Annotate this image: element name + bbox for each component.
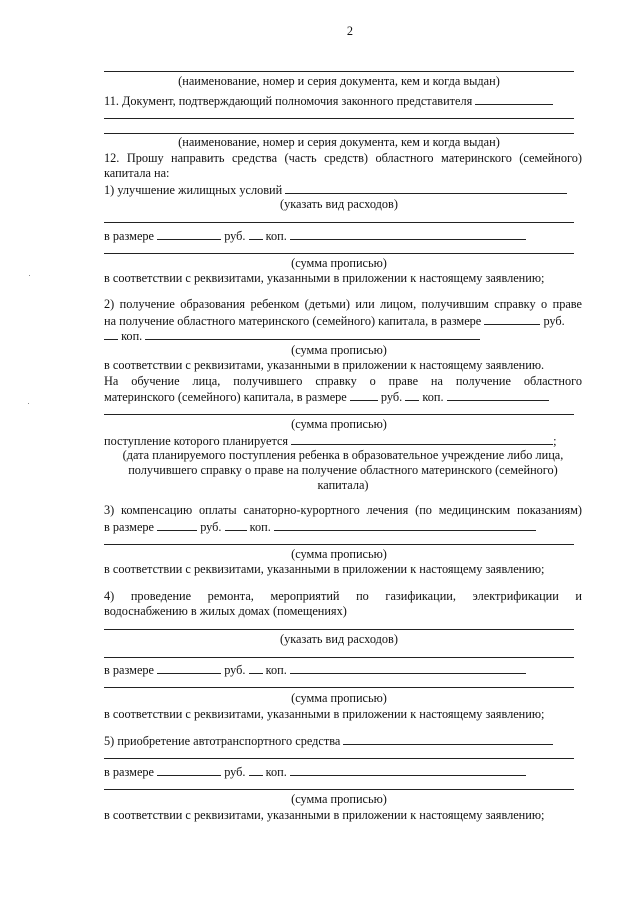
amount-row: в размере руб. коп. — [104, 662, 526, 678]
amount-row: в размере руб. коп. — [104, 764, 526, 780]
field-line — [290, 228, 526, 240]
kop-field — [104, 328, 118, 340]
rub-field — [157, 662, 221, 674]
field-caption: (сумма прописью) — [291, 792, 387, 806]
requisites-text: в соответствии с реквизитами, указанными в приложении к настоящему заявлению; — [104, 707, 545, 721]
item-12-text: капитала на: — [104, 166, 170, 180]
field-line — [104, 544, 574, 545]
item-12-text: 12. Прошу направить средства (часть средств) областного материнского (семейного) — [104, 151, 582, 165]
field-caption: (указать вид расходов) — [280, 197, 398, 211]
scan-speck — [28, 403, 29, 404]
field-line — [104, 222, 574, 223]
option-2-kop: коп. — [104, 328, 480, 344]
field-line — [104, 789, 574, 790]
field-line — [104, 629, 574, 630]
rub-field — [157, 764, 221, 776]
option-4-text: 4) проведение ремонта, мероприятий по газификации, электрификации и — [104, 589, 582, 603]
field-line — [104, 414, 574, 415]
rub-field — [350, 389, 378, 401]
field-line — [145, 328, 480, 340]
kop-field — [405, 389, 419, 401]
kop-field — [225, 519, 247, 531]
field-line — [104, 687, 574, 688]
option-2-amount: на получение областного материнского (семейного) капитала, в размере руб. — [104, 314, 565, 328]
scan-speck — [29, 275, 30, 276]
field-line — [343, 733, 553, 745]
education-text: На обучение лица, получившего справку о праве на получение областного — [104, 374, 582, 388]
kop-field — [249, 764, 263, 776]
field-caption: (сумма прописью) — [291, 691, 387, 705]
field-line — [290, 662, 526, 674]
requisites-text: в соответствии с реквизитами, указанными в приложении к настоящему заявлению; — [104, 562, 545, 576]
field-caption: (указать вид расходов) — [280, 632, 398, 646]
field-caption: (сумма прописью) — [291, 547, 387, 561]
amount-row: в размере руб. коп. — [104, 228, 526, 244]
option-3-text: 3) компенсацию оплаты санаторно-курортного лечения (по медицинским показаниям) — [104, 503, 582, 517]
option-5-label: 5) приобретение автотранспортного средства — [104, 733, 553, 749]
field-line — [475, 93, 553, 105]
rub-field — [484, 313, 540, 325]
education-amount: материнского (семейного) капитала, в размере руб. коп. — [104, 389, 549, 405]
field-line — [291, 433, 553, 445]
field-caption: (наименование, номер и серия документа, кем и когда выдан) — [178, 135, 500, 149]
requisites-text: в соответствии с реквизитами, указанными в приложении к настоящему заявлению; — [104, 271, 545, 285]
rub-field — [157, 519, 197, 531]
admission-row: поступление которого планируется ; — [104, 434, 557, 448]
field-line — [104, 253, 574, 254]
requisites-text: в соответствии с реквизитами, указанными в приложении к настоящему заявлению. — [104, 358, 545, 372]
item-11-label: 11. Документ, подтверждающий полномочия законного представителя — [104, 93, 553, 109]
field-caption: получившего справку о праве на получение областного материнского (семейного) — [128, 463, 558, 477]
field-caption: (дата планируемого поступления ребенка в образовательное учреждение либо лица, — [122, 448, 564, 462]
field-caption: (сумма прописью) — [291, 256, 387, 270]
field-line — [104, 657, 574, 658]
rub-field — [157, 228, 221, 240]
field-line — [285, 182, 567, 194]
requisites-text: в соответствии с реквизитами, указанными в приложении к настоящему заявлению; — [104, 808, 545, 822]
field-caption: (наименование, номер и серия документа, кем и когда выдан) — [178, 74, 500, 88]
field-line — [104, 133, 574, 134]
field-caption: (сумма прописью) — [291, 343, 387, 357]
kop-field — [249, 228, 263, 240]
option-1-label: 1) улучшение жилищных условий — [104, 182, 567, 198]
field-line — [274, 519, 536, 531]
kop-field — [249, 662, 263, 674]
field-caption: (сумма прописью) — [291, 417, 387, 431]
field-line — [104, 71, 574, 72]
field-line — [104, 118, 574, 119]
field-line — [104, 758, 574, 759]
field-caption: капитала) — [317, 478, 369, 492]
field-line — [290, 764, 526, 776]
option-4-text: водоснабжению в жилых домах (помещениях) — [104, 604, 347, 618]
option-2-text: 2) получение образования ребенком (детьми) или лицом, получившим справку о праве — [104, 297, 582, 311]
field-line — [447, 389, 549, 401]
page-number: 2 — [346, 24, 354, 38]
amount-row: в размере руб. коп. — [104, 519, 536, 535]
